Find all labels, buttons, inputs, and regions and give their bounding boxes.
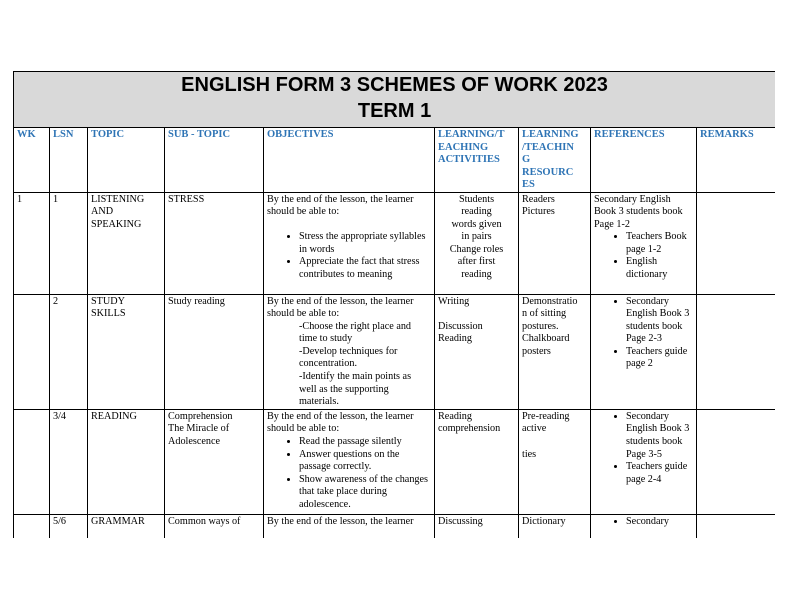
activities-cell: Discussing (435, 514, 519, 538)
reference-item: • Secondary (626, 516, 693, 529)
table-row (14, 294, 776, 409)
header-wk: WK (14, 128, 50, 193)
subtopic-cell: STRESS (165, 192, 264, 294)
activities-cell: Writing Discussion Reading (435, 294, 519, 409)
table-row (14, 409, 776, 514)
activities-cell: Reading comprehension (435, 409, 519, 514)
topic-cell: GRAMMAR (88, 514, 165, 538)
objective-item: -Choose the right place and time to study (299, 320, 412, 345)
objective-item: • Stress the appropriate syllables in words (299, 231, 431, 256)
remarks-cell (697, 409, 776, 514)
header-topic: TOPIC (88, 128, 165, 193)
reference-item: • Secondary English Book 3 students book Page 2-3 (626, 296, 693, 346)
week-cell: 1 (14, 192, 50, 294)
table-row (14, 514, 776, 538)
reference-item: • English dictionary (626, 256, 693, 281)
objective-item: -Develop techniques for concentration. (299, 345, 398, 370)
header-objectives: OBJECTIVES (264, 128, 435, 193)
objective-item: • Answer questions on the passage correctly. (299, 449, 431, 474)
remarks-cell (697, 514, 776, 538)
table-row (14, 192, 776, 294)
reference-item: • Teachers guide page 2-4 (626, 461, 693, 486)
reference-item: • Teachers Book page 1-2 (626, 231, 693, 256)
resources-cell: Readers Pictures (519, 192, 591, 294)
subtopic-cell: Study reading (165, 294, 264, 409)
references-cell (591, 409, 697, 514)
topic-cell: READING (88, 409, 165, 514)
activities-cell: Students reading words given in pairs Change roles after first reading (435, 192, 519, 294)
header-references: REFERENCES (591, 128, 697, 193)
subtopic-cell: Common ways of (165, 514, 264, 538)
header-resources: LEARNING /TEACHIN G RESOURC ES (519, 128, 591, 193)
resources-cell: Dictionary (519, 514, 591, 538)
remarks-cell (697, 294, 776, 409)
lesson-cell: 3/4 (50, 409, 88, 514)
objectives-cell: By the end of the lesson, the learner should be able to: • Stress the appropriate syllables in words • Appreciate the fact that stress contributes to meaning (264, 192, 435, 294)
reference-item: • Teachers guide page 2 (626, 346, 693, 371)
objective-item: • Show awareness of the changes that take place during adolescence. (299, 474, 431, 512)
remarks-cell (697, 192, 776, 294)
objectives-cell: By the end of the lesson, the learner (264, 514, 435, 538)
term-title: TERM 1 (357, 100, 432, 122)
subtopic-cell: Comprehension The Miracle of Adolescence (165, 409, 264, 514)
week-cell (14, 409, 50, 514)
header-subtopic: SUB - TOPIC (165, 128, 264, 193)
references-cell (591, 514, 697, 538)
objective-item: • Appreciate the fact that stress contributes to meaning (299, 256, 431, 281)
week-cell (14, 514, 50, 538)
topic-cell: LISTENING AND SPEAKING (88, 192, 165, 294)
lesson-cell: 1 (50, 192, 88, 294)
references-cell (591, 294, 697, 409)
header-lsn: LSN (50, 128, 88, 193)
objective-item: -Identify the main points as well as the supporting materials. (299, 371, 412, 408)
header-activities: LEARNING/T EACHING ACTIVITIES (435, 128, 519, 193)
resources-cell: Demonstratio n of sitting postures. Chalkboard posters (519, 294, 591, 409)
objective-item: • Read the passage silently (299, 436, 431, 449)
objectives-cell: By the end of the lesson, the learner should be able to: • Read the passage silently • Answer questions on the passage correctly. • Show awareness of the changes that take place during adolescence. (264, 409, 435, 514)
header-row (14, 128, 776, 193)
resources-cell: Pre-reading active ties (519, 409, 591, 514)
references-cell: Secondary English Book 3 students book Page 1-2 • Teachers Book page 1-2 • English dictionary (591, 192, 697, 294)
title-row (14, 72, 776, 128)
header-remarks: REMARKS (697, 128, 776, 193)
topic-cell: STUDY SKILLS (88, 294, 165, 409)
lesson-cell: 2 (50, 294, 88, 409)
schemes-of-work-sheet (13, 71, 775, 538)
schemes-table (13, 71, 775, 538)
week-cell (14, 294, 50, 409)
reference-item: • Secondary English Book 3 students book Page 3-5 (626, 411, 693, 461)
objectives-cell: By the end of the lesson, the learner should be able to: -Choose the right place and time to study -Develop techniques for concentration. -Identify the main points as well as the supporting materials. (264, 294, 435, 409)
title-cell (14, 72, 776, 128)
lesson-cell: 5/6 (50, 514, 88, 538)
document-title: ENGLISH FORM 3 SCHEMES OF WORK 2023 (181, 74, 608, 96)
